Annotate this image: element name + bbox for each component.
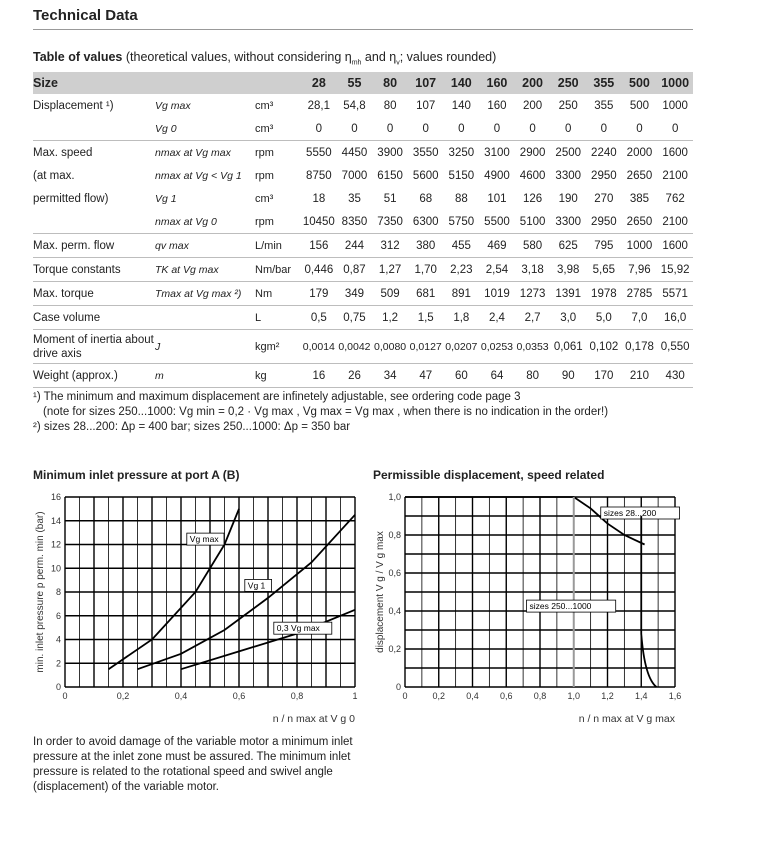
table-cell: 3550	[412, 146, 439, 159]
displacement-chart	[365, 485, 715, 735]
table-cell: 16,0	[657, 306, 693, 330]
values-table	[33, 72, 693, 388]
table-cell: 430	[657, 364, 693, 388]
series-label: 0,3 Vg max	[276, 623, 320, 634]
table-cell: 500	[629, 99, 650, 112]
x-tick-label: 0,6	[499, 691, 513, 701]
x-tick-label: 0	[62, 691, 68, 701]
table-cell: 101	[487, 192, 507, 205]
x-tick-label: 1,6	[668, 691, 682, 701]
table-row	[33, 164, 693, 187]
size-355: 355	[586, 72, 622, 94]
table-cell: 2950	[591, 169, 617, 182]
table-cell: 349	[337, 282, 373, 306]
table-row	[33, 306, 693, 330]
table-row	[33, 117, 693, 141]
table-row	[33, 210, 693, 234]
footnote-1-note: (note for sizes 250...1000: Vg min = 0,2 · Vg max , Vg max = Vg max , when there is no indication in the order!)	[43, 406, 609, 418]
size-107: 107	[408, 72, 444, 94]
table-cell: 4450	[341, 146, 368, 159]
table-cell: 28,1	[307, 99, 331, 112]
table-cell: 0,102	[586, 330, 622, 364]
table-cell: 0,0207	[444, 330, 480, 364]
table-cell: 7000	[341, 169, 368, 182]
row-unit: rpm	[255, 210, 301, 234]
table-cell: 2240	[591, 146, 617, 159]
table-cell: 270	[594, 192, 614, 205]
row-symbol: nmax at Vg 0	[155, 210, 255, 234]
table-row	[33, 141, 693, 165]
table-row	[33, 234, 693, 258]
size-140: 140	[444, 72, 480, 94]
table-cell: 5,0	[586, 306, 622, 330]
table-cell: 34	[372, 364, 408, 388]
row-symbol	[155, 306, 255, 330]
table-cell: 2100	[657, 210, 693, 234]
table-cell: 5550	[306, 146, 332, 159]
table-cell: 0,061	[550, 330, 586, 364]
table-cell: 0,0353	[515, 330, 551, 364]
table-cell: 0,0127	[408, 330, 444, 364]
table-cell: 1,27	[372, 258, 408, 282]
table-cell: 126	[523, 192, 543, 205]
table-cell: 8750	[306, 169, 332, 182]
chart1-title: Minimum inlet pressure at port A (B)	[33, 468, 240, 482]
table-row	[33, 187, 693, 210]
table-cell: 1,8	[444, 306, 480, 330]
table-cell: 0,0080	[372, 330, 408, 364]
table-cell: 1600	[657, 234, 693, 258]
table-cell: 625	[550, 234, 586, 258]
table-cell: 891	[444, 282, 480, 306]
inlet-pressure-chart	[25, 485, 375, 735]
table-cell: 64	[479, 364, 515, 388]
table-cell: 2000	[626, 146, 653, 159]
row-unit: rpm	[255, 146, 274, 159]
table-cell: 35	[348, 192, 361, 205]
table-cell: 0,5	[301, 306, 337, 330]
size-200: 200	[515, 72, 551, 94]
size-160: 160	[479, 72, 515, 94]
table-cell: 0	[408, 117, 444, 141]
series-label: Vg max	[189, 534, 219, 545]
table-cell: 2900	[519, 146, 546, 159]
row-unit: kgm²	[255, 330, 301, 364]
x-tick-label: 0,6	[232, 691, 246, 701]
y-tick-label: 1,0	[388, 492, 401, 502]
series-line	[405, 497, 645, 545]
table-cell: 0,0253	[479, 330, 515, 364]
size-header: Size	[33, 72, 301, 94]
table-cell: 6300	[408, 210, 444, 234]
table-cell: 15,92	[657, 258, 693, 282]
row-symbol: TK at Vg max	[155, 258, 255, 282]
size-500: 500	[622, 72, 658, 94]
row-label: (at max.	[33, 169, 75, 182]
y-tick-label: 16	[50, 492, 61, 502]
row-unit: kg	[255, 364, 301, 388]
table-title-tail: ; values rounded)	[399, 50, 497, 64]
table-cell: 16	[301, 364, 337, 388]
y-tick-label: 14	[50, 515, 61, 526]
table-cell: 2,23	[444, 258, 480, 282]
row-unit: L/min	[255, 234, 301, 258]
y-tick-label: 0,4	[388, 606, 401, 616]
table-cell: 0	[586, 117, 622, 141]
table-cell: 26	[337, 364, 373, 388]
table-cell: 1600	[662, 146, 688, 159]
table-cell: 2785	[622, 282, 658, 306]
row-label: Weight (approx.)	[33, 364, 155, 388]
row-unit: L	[255, 306, 301, 330]
table-cell: 0	[515, 117, 551, 141]
table-header-row	[33, 72, 693, 94]
table-cell: 51	[383, 192, 397, 205]
table-cell: 0,0042	[337, 330, 373, 364]
table-cell: 1391	[550, 282, 586, 306]
table-cell: 18	[312, 192, 326, 205]
table-cell: 7350	[372, 210, 408, 234]
table-cell: 0	[622, 117, 658, 141]
table-cell: 355	[594, 99, 614, 112]
row-symbol: Vg 0	[155, 117, 255, 141]
x-axis-title: n / n max at V g 0	[272, 713, 355, 725]
table-cell: 0,75	[337, 306, 373, 330]
table-cell: 8350	[337, 210, 373, 234]
table-cell: 0,550	[657, 330, 693, 364]
table-cell: 68	[419, 192, 433, 205]
row-label: permitted flow)	[33, 192, 109, 205]
table-cell: 0,446	[301, 258, 337, 282]
table-cell: 2650	[622, 210, 658, 234]
table-cell: 0	[657, 117, 693, 141]
table-cell: 190	[558, 192, 578, 205]
y-tick-label: 10	[50, 563, 61, 574]
y-tick-label: 12	[50, 539, 61, 550]
row-label: Torque constants	[33, 258, 155, 282]
table-cell: 4600	[519, 169, 546, 182]
x-tick-label: 1	[352, 691, 358, 701]
table-cell: 4900	[484, 169, 510, 182]
x-tick-label: 1,4	[634, 691, 648, 701]
table-cell: 3300	[555, 169, 582, 182]
row-symbol: Tmax at Vg max ²)	[155, 282, 255, 306]
table-cell: 0	[337, 117, 373, 141]
table-cell: 681	[408, 282, 444, 306]
size-55: 55	[337, 72, 373, 94]
table-title-rest: (theoretical values, without considering η	[125, 50, 352, 64]
y-tick-label: 0,6	[388, 568, 401, 578]
row-symbol: qv max	[155, 234, 255, 258]
x-tick-label: 1,0	[567, 691, 581, 701]
table-cell: 1000	[622, 234, 658, 258]
y-axis-title: min. inlet pressure p perm. min (bar)	[35, 511, 46, 673]
x-axis-title: n / n max at V g max	[578, 713, 675, 725]
table-cell: 3300	[550, 210, 586, 234]
table-cell: 3,0	[550, 306, 586, 330]
series-label: sizes 250...1000	[529, 601, 592, 612]
table-cell: 210	[622, 364, 658, 388]
table-cell: 1019	[479, 282, 515, 306]
table-cell: 0	[444, 117, 480, 141]
table-cell: 170	[586, 364, 622, 388]
table-cell: 1978	[586, 282, 622, 306]
table-cell: 455	[444, 234, 480, 258]
table-cell: 80	[515, 364, 551, 388]
footnotes	[33, 390, 608, 435]
x-tick-label: 0,8	[533, 691, 547, 701]
table-cell: 0,0014	[301, 330, 337, 364]
table-cell: 107	[416, 99, 436, 112]
table-cell: 0,178	[622, 330, 658, 364]
table-row	[33, 282, 693, 306]
table-cell: 3,98	[550, 258, 586, 282]
size-1000: 1000	[657, 72, 693, 94]
row-label: Moment of inertia about drive axis	[33, 330, 155, 364]
row-label: Max. speed	[33, 146, 93, 159]
row-unit: cm³	[255, 192, 274, 205]
y-tick-label: 6	[55, 610, 61, 621]
table-cell: 2,7	[515, 306, 551, 330]
row-label	[33, 210, 155, 234]
table-cell: 156	[301, 234, 337, 258]
x-tick-label: 1,2	[601, 691, 614, 701]
row-label: Max. torque	[33, 282, 155, 306]
x-tick-label: 0	[402, 691, 408, 701]
y-tick-label: 0,2	[388, 644, 401, 654]
table-cell: 2,54	[479, 258, 515, 282]
size-250: 250	[550, 72, 586, 94]
y-axis-title: displacement V g / V g max	[375, 531, 386, 653]
y-tick-label: 0,8	[388, 530, 401, 540]
x-tick-label: 0,2	[432, 691, 446, 701]
table-row	[33, 258, 693, 282]
series-line	[641, 516, 656, 687]
table-cell: 5,65	[586, 258, 622, 282]
table-cell: 60	[444, 364, 480, 388]
table-cell: 2500	[555, 146, 582, 159]
x-tick-label: 0,4	[466, 691, 479, 701]
table-title-sub1: mh	[351, 59, 362, 67]
series-label: Vg 1	[247, 580, 266, 591]
table-cell: 5571	[657, 282, 693, 306]
table-cell: 0	[479, 117, 515, 141]
row-symbol: Vg max	[155, 99, 191, 112]
table-cell: 5100	[515, 210, 551, 234]
x-tick-label: 0,8	[290, 691, 304, 701]
size-28: 28	[301, 72, 337, 94]
table-cell: 380	[408, 234, 444, 258]
chart2-title: Permissible displacement, speed related	[373, 468, 605, 482]
heading-rule	[33, 29, 693, 30]
table-row	[33, 364, 693, 388]
table-cell: 1,70	[408, 258, 444, 282]
table-cell: 179	[301, 282, 337, 306]
table-cell: 1273	[515, 282, 551, 306]
table-row	[33, 94, 693, 117]
row-unit: Nm/bar	[255, 258, 301, 282]
table-cell: 2650	[626, 169, 653, 182]
table-title-bold: Table of values	[33, 50, 123, 64]
page-heading: Technical Data	[33, 7, 138, 24]
row-symbol: J	[155, 330, 255, 364]
row-label: Displacement ¹)	[33, 99, 114, 112]
table-cell: 250	[558, 99, 578, 112]
table-cell: 3900	[377, 146, 403, 159]
table-cell: 0,87	[337, 258, 373, 282]
row-unit: Nm	[255, 282, 301, 306]
row-symbol: m	[155, 364, 255, 388]
table-cell: 54,8	[343, 99, 366, 112]
table-cell: 47	[408, 364, 444, 388]
table-cell: 0	[550, 117, 586, 141]
table-cell: 6150	[377, 169, 403, 182]
table-cell: 2100	[662, 169, 688, 182]
footnote-1: ¹) The minimum and maximum displacement are infinetely adjustable, see ordering code page 3	[33, 391, 521, 403]
row-unit: cm³	[255, 99, 274, 112]
series-label: sizes 28...200	[603, 508, 657, 518]
table-title-sub2: v	[396, 59, 400, 67]
row-symbol: nmax at Vg max	[155, 146, 231, 159]
size-80: 80	[372, 72, 408, 94]
y-tick-label: 8	[55, 587, 61, 597]
table-cell: 3250	[448, 146, 475, 159]
table-cell: 0	[301, 117, 337, 141]
table-cell: 795	[586, 234, 622, 258]
table-cell: 140	[451, 99, 471, 112]
table-cell: 7,96	[622, 258, 658, 282]
y-tick-label: 4	[55, 634, 61, 645]
table-cell: 312	[372, 234, 408, 258]
table-title-and: and η	[364, 50, 397, 64]
row-symbol: Vg 1	[155, 192, 177, 205]
x-tick-label: 0,4	[174, 691, 188, 701]
table-cell: 244	[337, 234, 373, 258]
table-cell: 0	[372, 117, 408, 141]
table-cell: 5750	[444, 210, 480, 234]
row-unit: cm³	[255, 117, 301, 141]
footnote-2: ²) sizes 28...200: Δp = 400 bar; sizes 250...1000: Δp = 350 bar	[33, 421, 351, 433]
table-cell: 3,18	[515, 258, 551, 282]
row-unit: rpm	[255, 169, 274, 182]
table-cell: 2,4	[479, 306, 515, 330]
table-cell: 5150	[448, 169, 475, 182]
table-cell: 88	[454, 192, 468, 205]
table-cell: 200	[523, 99, 543, 112]
table-cell: 80	[383, 99, 397, 112]
row-label: Case volume	[33, 306, 155, 330]
row-label	[33, 117, 155, 141]
table-cell: 1000	[662, 99, 688, 112]
table-cell: 580	[515, 234, 551, 258]
table-cell: 1,5	[408, 306, 444, 330]
row-label: Max. perm. flow	[33, 234, 155, 258]
table-cell: 90	[550, 364, 586, 388]
table-title	[33, 50, 496, 67]
table-cell: 385	[629, 192, 650, 205]
table-cell: 160	[487, 99, 507, 112]
y-tick-label: 2	[55, 658, 61, 669]
description-paragraph: In order to avoid damage of the variable motor a minimum inlet pressure at the inlet zone must be assured. The minimum inlet pressure is related to the rotational speed and swivel angle (displacement) of the variable motor.	[33, 736, 353, 793]
table-cell: 5500	[479, 210, 515, 234]
table-row	[33, 330, 693, 364]
table-cell: 469	[479, 234, 515, 258]
table-cell: 3100	[484, 146, 510, 159]
table-cell: 5600	[412, 169, 439, 182]
table-cell: 2950	[586, 210, 622, 234]
table-cell: 762	[665, 192, 685, 205]
table-cell: 509	[372, 282, 408, 306]
table-cell: 7,0	[622, 306, 658, 330]
row-symbol: nmax at Vg < Vg 1	[155, 169, 242, 182]
y-tick-label: 0	[395, 682, 401, 692]
y-tick-label: 0	[55, 682, 61, 692]
table-cell: 10450	[301, 210, 337, 234]
table-cell: 1,2	[372, 306, 408, 330]
x-tick-label: 0,2	[116, 691, 130, 701]
